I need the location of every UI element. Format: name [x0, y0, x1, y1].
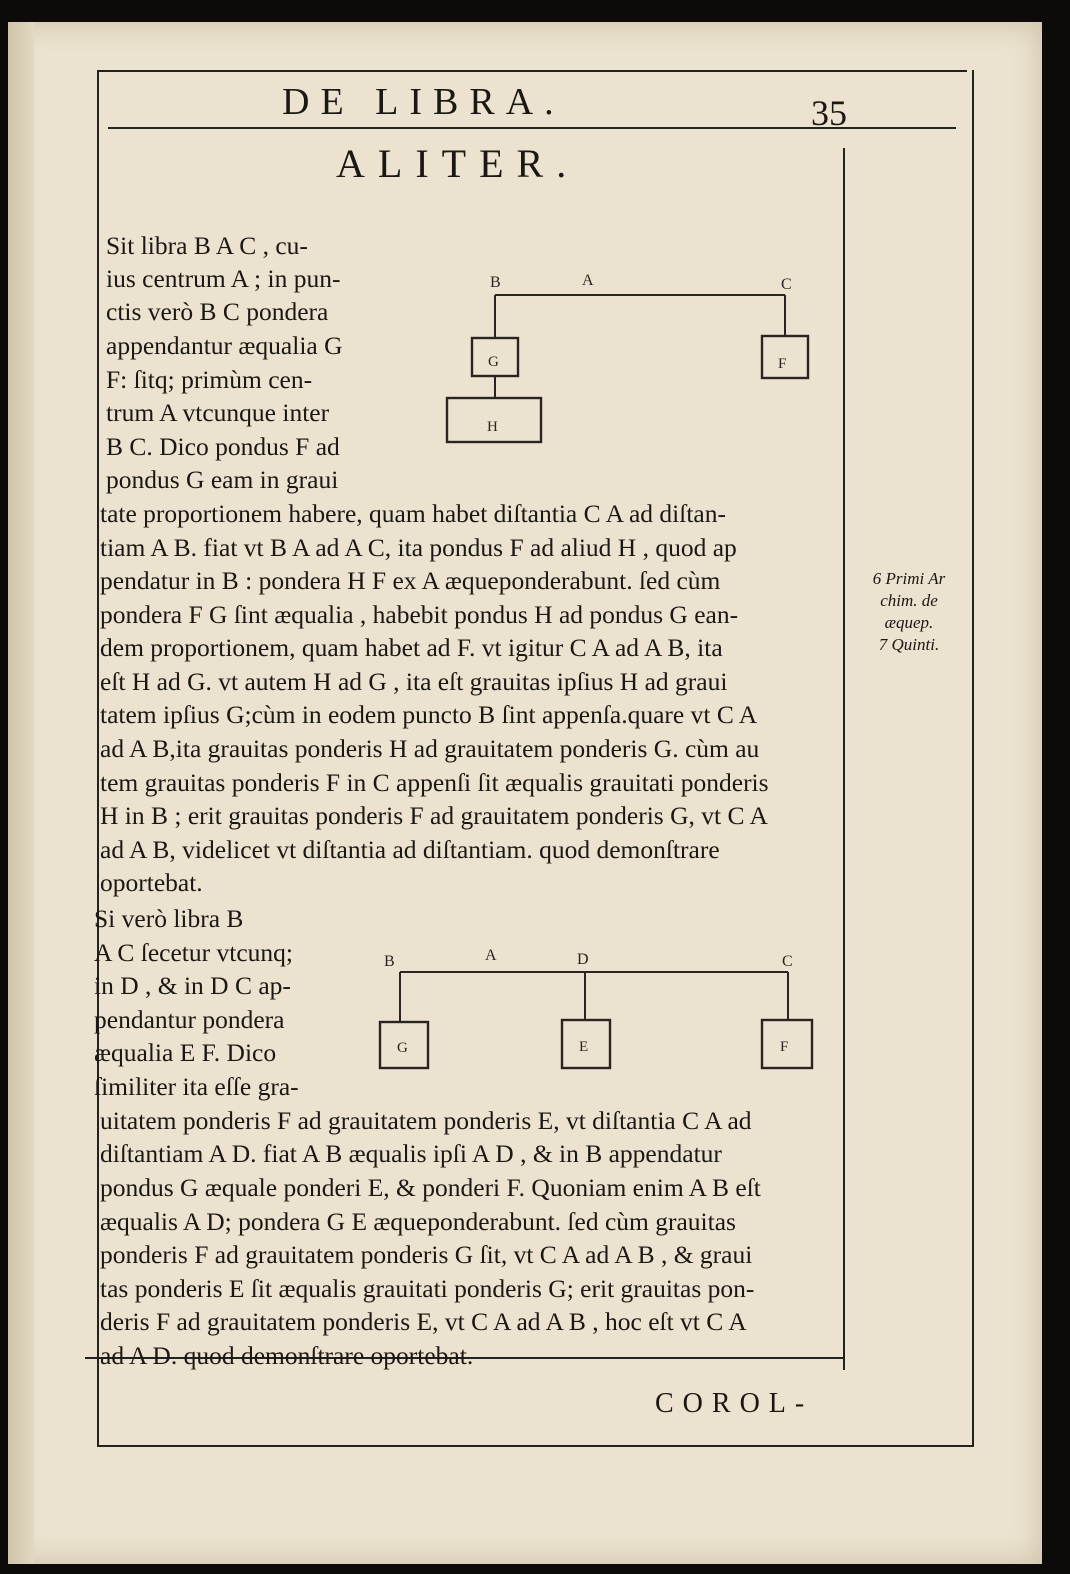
text-line: A C ſecetur vtcunq; [94, 938, 293, 967]
point-label-a: A [582, 272, 594, 289]
text-line: tas ponderis E ſit æqualis grauitati ponderis G; erit grauitas pon- [100, 1274, 755, 1303]
text-line: tate proportionem habere, quam habet diſtantia C A ad diſtan- [100, 499, 726, 528]
point-label-d: D [577, 951, 589, 968]
text-line: F: ſitq; primùm cen- [106, 365, 313, 394]
text-line: uitatem ponderis F ad grauitatem ponderis E, vt diſtantia C A ad [100, 1106, 752, 1135]
catchword: COROL- [655, 1388, 814, 1419]
text-line: ponderis F ad grauitatem ponderis G ſit, vt C A ad A B , & graui [100, 1240, 753, 1269]
text-line: dem proportionem, quam habet ad F. vt igitur C A ad A B, ita [100, 633, 723, 662]
point-label-c: C [782, 953, 793, 970]
text-line: Sit libra B A C , cu- [106, 231, 308, 260]
text-line: H in B ; erit grauitas ponderis F ad grauitatem ponderis G, vt C A [100, 801, 768, 830]
text-line: pondus G æquale ponderi E, & ponderi F. Quoniam enim A B eſt [100, 1173, 761, 1202]
text-line: ſimiliter ita eſſe gra- [94, 1072, 299, 1101]
text-line: æqualia E F. Dico [94, 1038, 277, 1067]
text-line: ctis verò B C pondera [106, 297, 329, 326]
text-line: in D , & in D C ap- [94, 971, 291, 1000]
text-line: ius centrum A ; in pun- [106, 264, 341, 293]
text-line: Si verò libra B [94, 904, 244, 933]
marginal-note-line: chim. de [880, 591, 938, 610]
marginal-note [854, 568, 964, 656]
point-label-c: C [781, 276, 792, 293]
text-line: pendatur in B : pondera H F ex A æqueponderabunt. ſed cùm [100, 566, 721, 595]
text-line: trum A vtcunque inter [106, 398, 330, 427]
running-head: DE LIBRA. [282, 81, 565, 123]
weight-label-h: H [487, 419, 498, 435]
marginal-note-line: 6 Primi Ar [872, 569, 946, 588]
text-line: tem grauitas ponderis F in C appenſi ſit æqualis grauitati ponderis [100, 768, 769, 797]
weight-label-g: G [488, 354, 499, 370]
balance-diagram-1 [440, 268, 820, 468]
point-label-a: A [485, 947, 497, 964]
text-line: æqualis A D; pondera G E æqueponderabunt. ſed cùm grauitas [100, 1207, 736, 1236]
balance-diagram-2 [370, 940, 820, 1080]
text-line: tiam A B. fiat vt B A ad A C, ita pondus F ad aliud H , quod ap [100, 533, 737, 562]
weight-label-f: F [780, 1039, 789, 1055]
text-line: appendantur æqualia G [106, 331, 343, 360]
text-line: eſt H ad G. vt autem H ad G , ita eſt grauitas ipſius H ad graui [100, 667, 728, 696]
marginal-note-line: 7 Quinti. [878, 635, 940, 654]
text-line: ad A D. quod demonſtrare oportebat. [100, 1341, 474, 1370]
text-block-right-rule [843, 148, 845, 1370]
text-line: pondus G eam in graui [106, 465, 339, 494]
text-line: pondera F G ſint æqualia , habebit pondus H ad pondus G ean- [100, 600, 739, 629]
weight-label-f: F [778, 356, 787, 372]
text-line: ad A B,ita grauitas ponderis H ad grauitatem ponderis G. cùm au [100, 734, 760, 763]
page-number: 35 [811, 93, 847, 133]
section-title: ALITER. [336, 141, 580, 186]
text-line: deris F ad grauitatem ponderis E, vt C A ad A B , hoc eſt vt C A [100, 1307, 747, 1336]
point-label-b: B [384, 953, 395, 970]
point-label-b: B [490, 274, 501, 291]
marginal-note-line: æquep. [884, 613, 934, 632]
text-line: B C. Dico pondus F ad [106, 432, 340, 461]
weight-label-g: G [397, 1040, 408, 1056]
text-line: tatem ipſius G;cùm in eodem puncto B ſint appenſa.quare vt C A [100, 700, 758, 729]
top-rule [97, 70, 967, 72]
text-line: ad A B, videlicet vt diſtantia ad diſtantiam. quod demonſtrare [100, 835, 720, 864]
text-line: pendantur pondera [94, 1005, 285, 1034]
text-line: diſtantiam A D. fiat A B æqualis ipſi A D , & in B appendatur [100, 1139, 722, 1168]
weight-label-e: E [579, 1039, 589, 1055]
text-line: oportebat. [100, 868, 203, 897]
page-gutter [8, 22, 34, 1564]
